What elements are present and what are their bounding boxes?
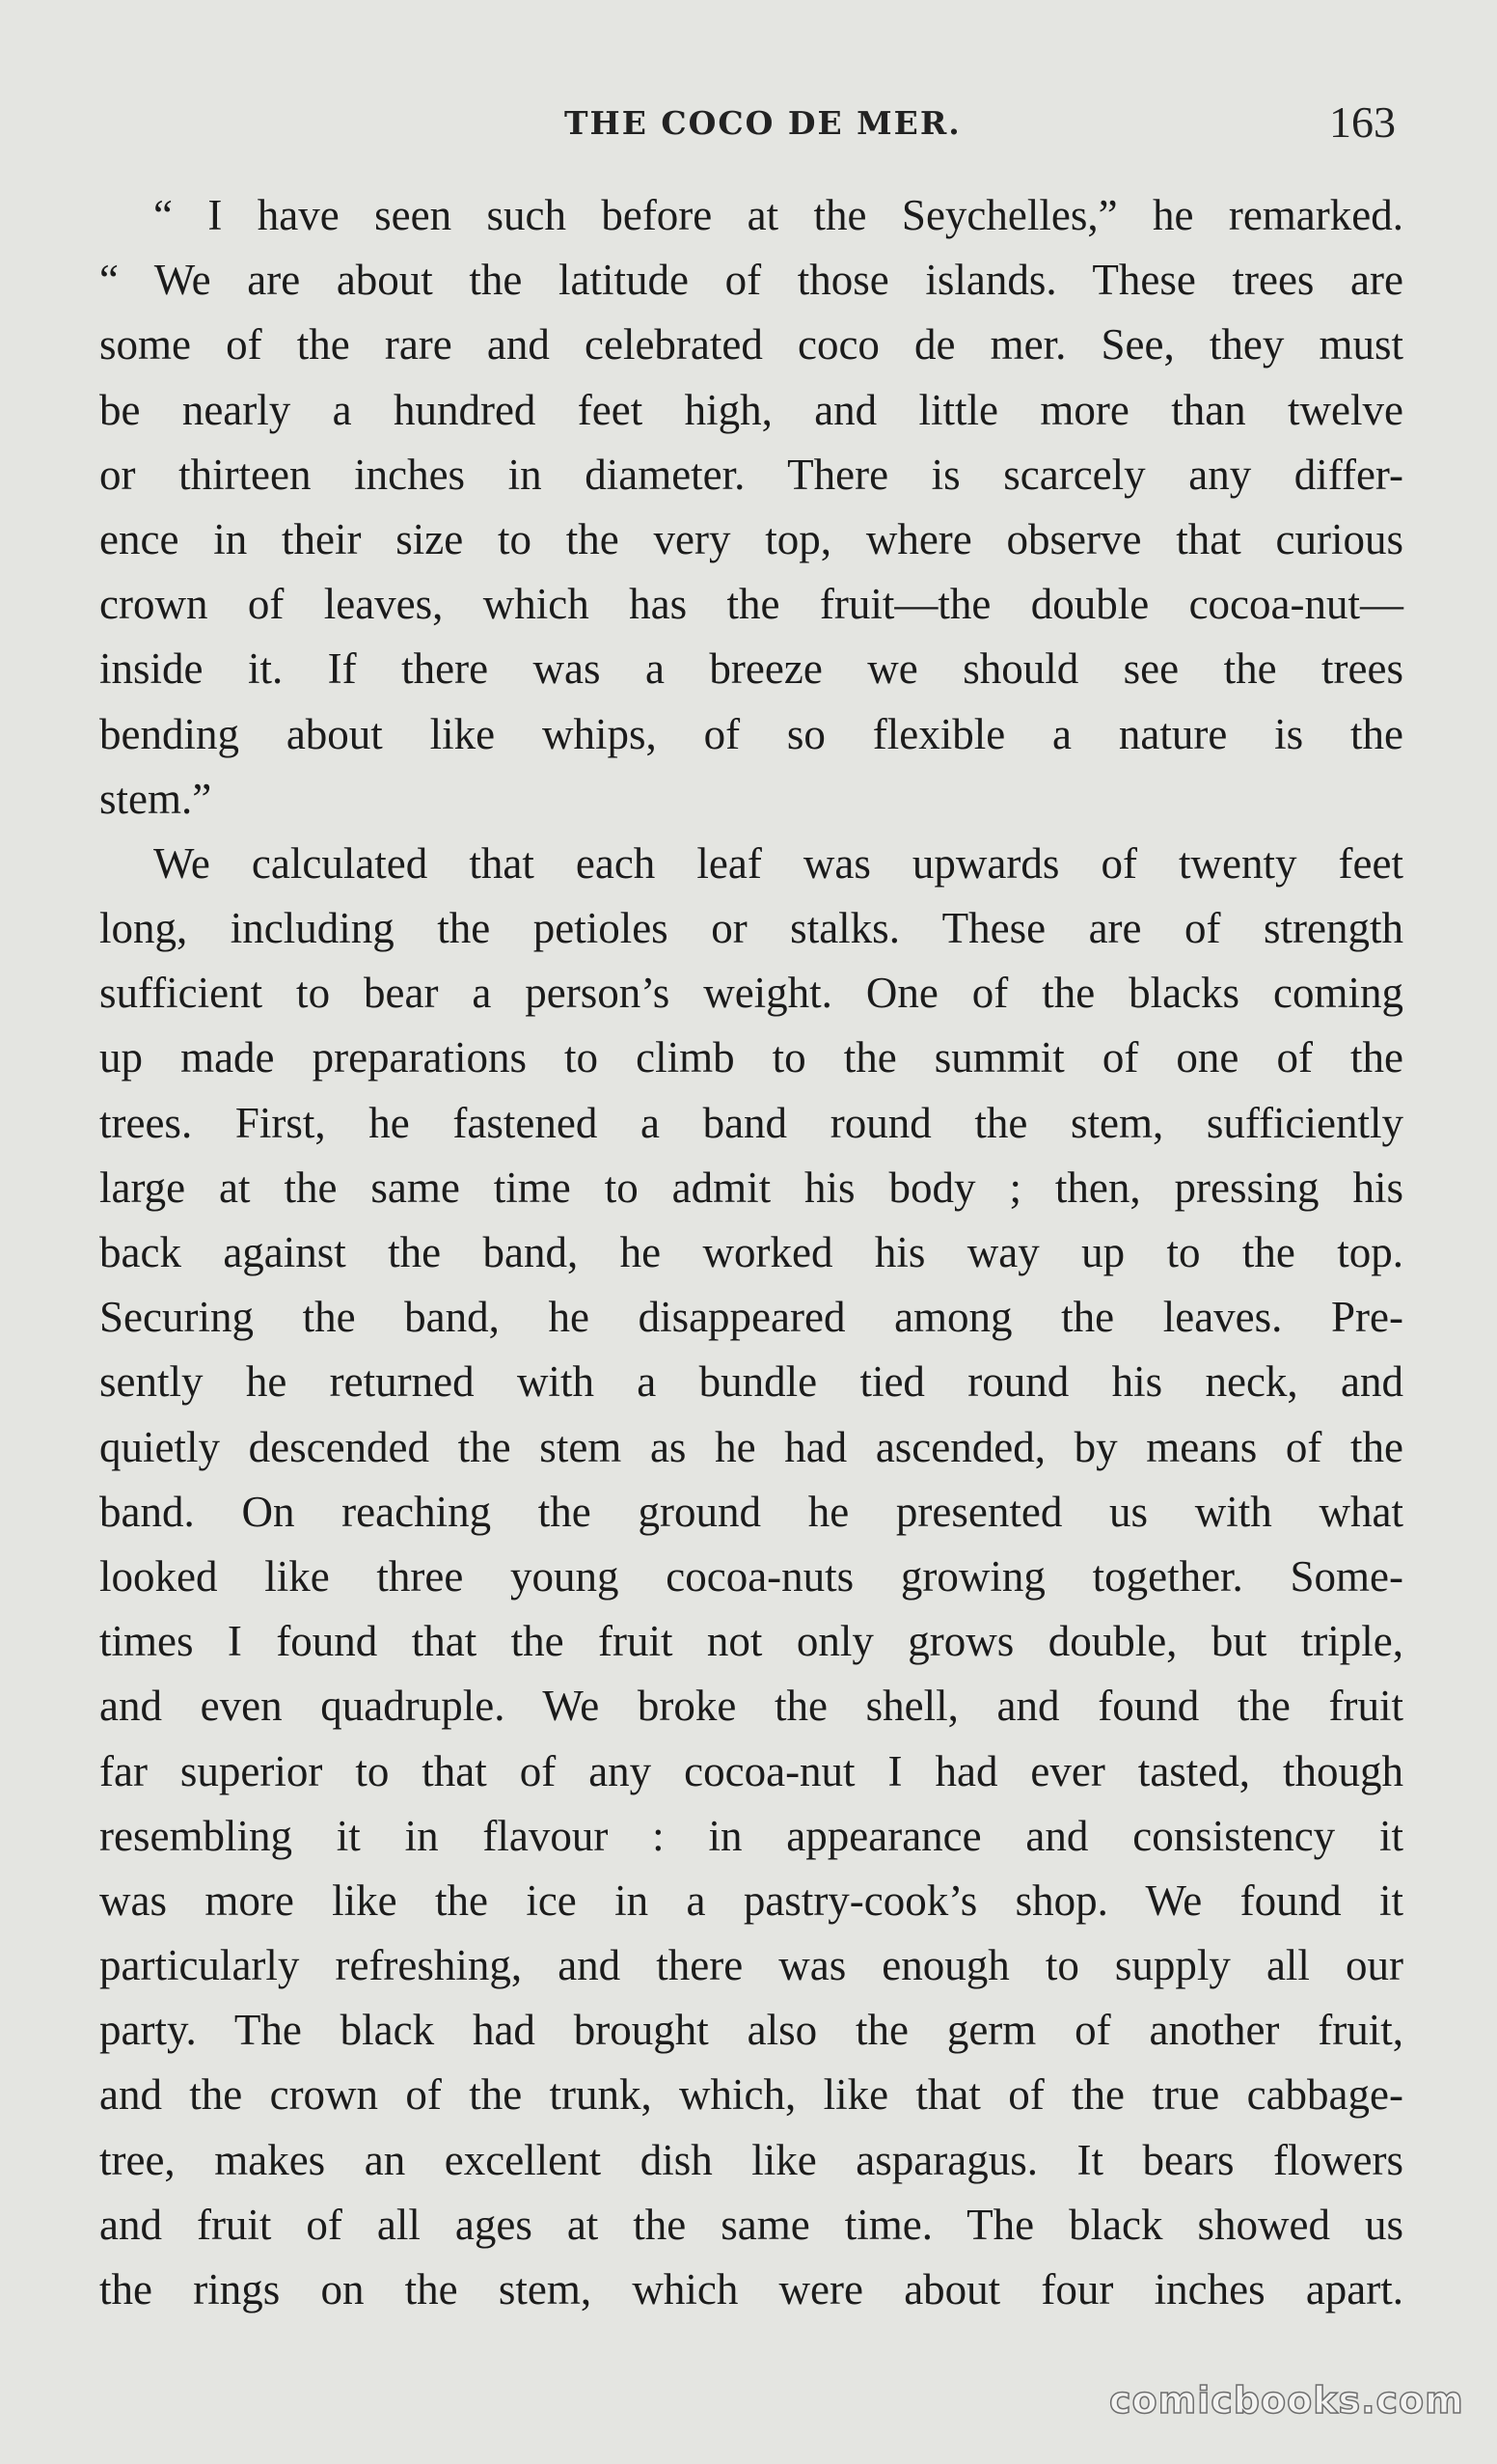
text-line: sently he returned with a bundle tied round his neck, and <box>99 1357 1403 1407</box>
text-line: resembling it in flavour : in appearance and consistency it <box>99 1811 1403 1860</box>
text-line: and the crown of the trunk, which, like that of the true cabbage- <box>99 2070 1403 2120</box>
text-line: stem.” <box>99 774 212 823</box>
text-line: inside it. If there was a breeze we should see the trees <box>99 644 1403 694</box>
text-line: bending about like whips, of so flexible a nature is the <box>99 709 1403 758</box>
text-line: large at the same time to admit his body ; then, pressing his <box>99 1163 1403 1212</box>
text-line: looked like three young cocoa-nuts growing together. Some- <box>99 1551 1403 1601</box>
text-line: band. On reaching the ground he presented us with what <box>99 1487 1403 1536</box>
text-line: back against the band, he worked his way up to the top. <box>99 1228 1403 1276</box>
text-line: was more like the ice in a pastry-cook’s shop. We found it <box>99 1875 1403 1925</box>
text-line: some of the rare and celebrated coco de mer. See, they must <box>99 320 1403 370</box>
text-line: tree, makes an excellent dish like asparagus. It bears flowers <box>99 2135 1403 2184</box>
page-number: 163 <box>1329 97 1396 147</box>
text-line: long, including the petioles or stalks. These are of strength <box>99 904 1403 953</box>
text-line: up made preparations to climb to the summit of one of the <box>99 1033 1403 1082</box>
watermark: comicbooks.com <box>1109 2379 1464 2422</box>
text-line: particularly refreshing, and there was enough to supply all our <box>99 1941 1403 1990</box>
text-line: “ I have seen such before at the Seychelles,” he remarked. <box>153 191 1403 239</box>
text-line: be nearly a hundred feet high, and little more than twelve <box>99 385 1403 434</box>
text-line: We calculated that each leaf was upwards of twenty feet <box>153 838 1403 888</box>
text-line: times I found that the fruit not only grows double, but triple, <box>99 1617 1403 1666</box>
body-text <box>99 183 1403 2322</box>
text-line: quietly descended the stem as he had ascended, by means of the <box>99 1422 1403 1471</box>
text-line: “ We are about the latitude of those islands. These trees are <box>99 256 1403 305</box>
text-line: and fruit of all ages at the same time. The black showed us <box>99 2200 1403 2249</box>
text-line: and even quadruple. We broke the shell, and found the fruit <box>99 1682 1403 1731</box>
text-line: the rings on the stem, which were about four inches apart. <box>99 2265 1403 2313</box>
text-line: or thirteen inches in diameter. There is scarcely any differ- <box>99 450 1403 499</box>
text-line: far superior to that of any cocoa-nut I had ever tasted, though <box>99 1746 1403 1795</box>
text-line: party. The black had brought also the germ of another fruit, <box>99 2006 1403 2055</box>
running-title: THE COCO DE MER. <box>564 104 962 142</box>
text-line: crown of leaves, which has the fruit—the double cocoa-nut— <box>99 580 1403 629</box>
running-head <box>0 96 1497 154</box>
text-line: ence in their size to the very top, where observe that curious <box>99 514 1403 563</box>
text-line: sufficient to bear a person’s weight. One of the blacks coming <box>99 969 1403 1018</box>
text-line: Securing the band, he disappeared among the leaves. Pre- <box>99 1293 1403 1342</box>
text-line: trees. First, he fastened a band round the stem, sufficiently <box>99 1098 1403 1147</box>
